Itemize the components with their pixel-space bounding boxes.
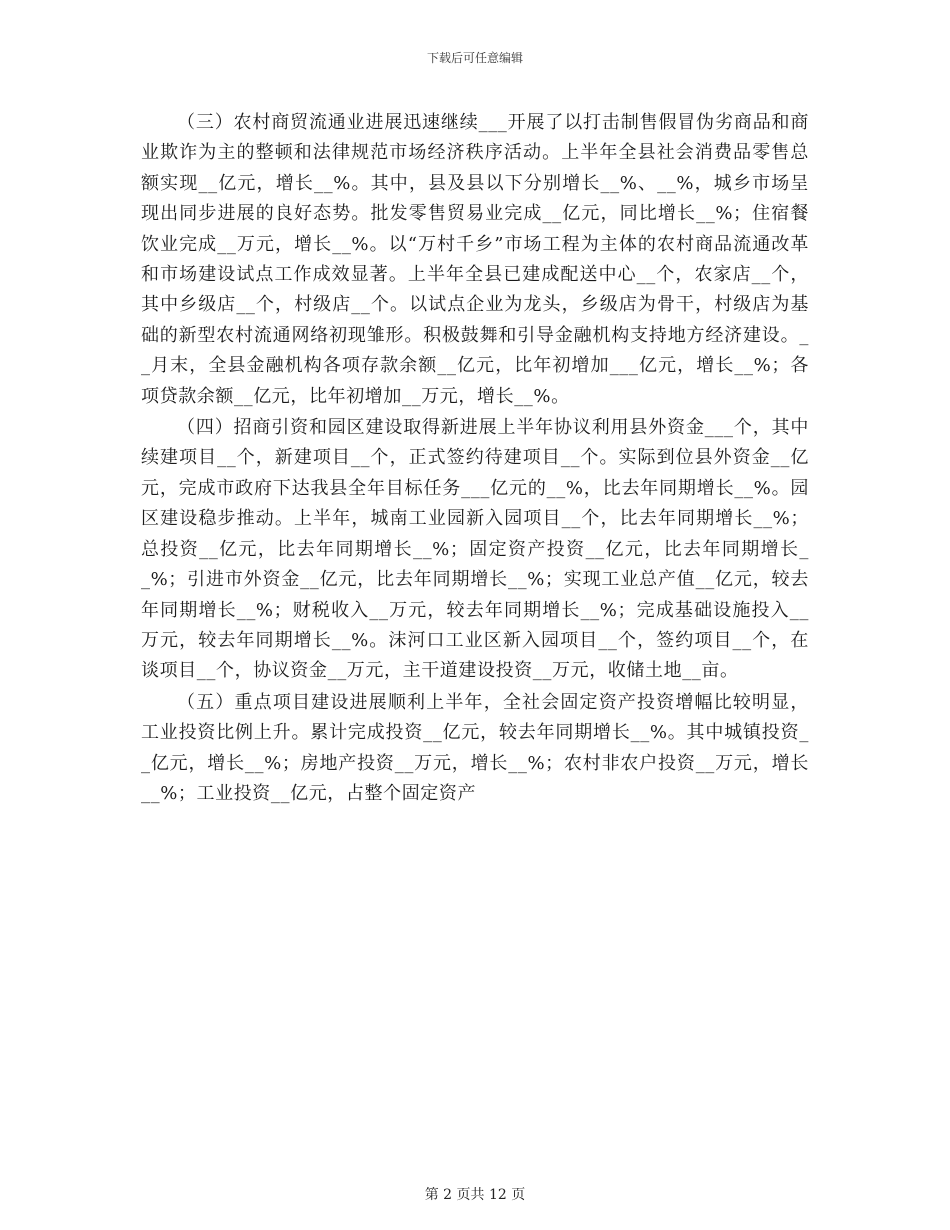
page-header-note: 下载后可任意编辑 (426, 51, 523, 65)
page-number: 第 2 页共 12 页 (424, 1187, 526, 1203)
document-body (141, 108, 809, 810)
paragraph-3-commerce: （三）农村商贸流通业进展迅速继续___开展了以打击制售假冒伪劣商品和商业欺诈为主的整顿和法律规范市场经济秩序活动。上半年全县社会消费品零售总额实现__亿元，增长__%。其中，县及县以下分别增长__%、__%，城乡市场呈现出同步进展的良好态势。批发零售贸易业完成__亿元，同比增长__%；住宿餐饮业完成__万元，增长__%。以“万村千乡”市场工程为主体的农村商品流通改革和市场建设试点工作成效显著。上半年全县已建成配送中心__个，农家店__个，其中乡级店__个，村级店__个。以试点企业为龙头，乡级店为骨干，村级店为基础的新型农村流通网络初现雏形。积极鼓舞和引导金融机构支持地方经济建设。__月末，全县金融机构各项存款余额__亿元，比年初增加___亿元，增长__%；各项贷款余额__亿元，比年初增加__万元，增长__%。 (141, 112, 809, 407)
paragraph-5-key-projects: （五）重点项目建设进展顺利上半年，全社会固定资产投资增幅比较明显，工业投资比例上升。累计完成投资__亿元，较去年同期增长__%。其中城镇投资__亿元，增长__%；房地产投资__万元，增长__%；农村非农户投资__万元，增长__%；工业投资__亿元，占整个固定资产 (141, 691, 809, 804)
paragraph-4-investment: （四）招商引资和园区建设取得新进展上半年协议利用县外资金___个，其中续建项目__个，新建项目__个，正式签约待建项目__个。实际到位县外资金__亿元，完成市政府下达我县全年目标任务___亿元的__%，比去年同期增长__%。园区建设稳步推动。上半年，城南工业园新入园项目__个，比去年同期增长__%；总投资__亿元，比去年同期增长__%；固定资产投资__亿元，比去年同期增长__%；引进市外资金__亿元，比去年同期增长__%；实现工业总产值__亿元，较去年同期增长__%；财税收入__万元，较去年同期增长__%；完成基础设施投入__万元，较去年同期增长__%。沫河口工业区新入园项目__个，签约项目__个，在谈项目__个，协议资金__万元，主干道建设投资__万元，收储土地__亩。 (141, 417, 809, 682)
